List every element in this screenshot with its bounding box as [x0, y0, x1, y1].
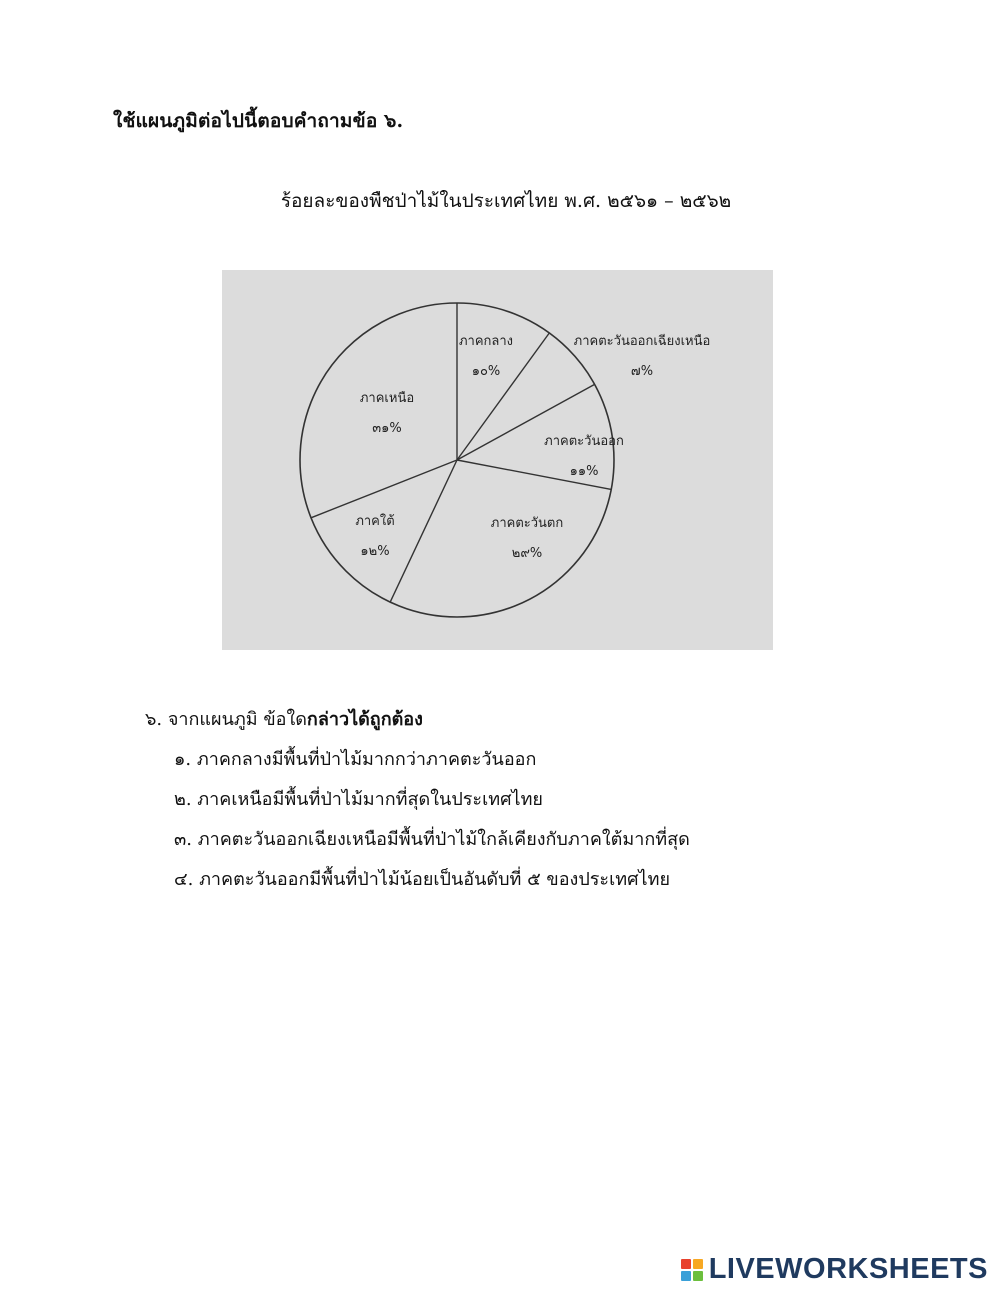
liveworksheets-icon — [681, 1259, 703, 1281]
pie-slice-boundary — [311, 460, 457, 518]
choice-1[interactable]: ๑. ภาคกลางมีพื้นที่ป่าไม้มากกว่าภาคตะวันออก — [174, 749, 537, 770]
pie-slice-boundary — [457, 333, 549, 460]
choice-2[interactable]: ๒. ภาคเหนือมีพื้นที่ป่าไม้มากที่สุดในประเทศไทย — [174, 789, 543, 810]
pie-slice-label: ภาคกลาง — [458, 334, 514, 349]
pie-slice-boundary — [390, 460, 457, 602]
pie-slice-percent: ๒๙% — [511, 546, 543, 561]
pie-chart — [222, 270, 773, 650]
pie-slice-percent: ๗% — [630, 364, 654, 379]
pie-slice-label: ภาคเหนือ — [359, 391, 415, 406]
question-6 — [145, 704, 423, 733]
brand-name: LIVEWORKSHEETS — [708, 1253, 988, 1285]
pie-chart-svg — [222, 270, 773, 650]
liveworksheets-logo — [681, 1253, 988, 1286]
question-prefix: ๖. จากแผนภูมิ ข้อใด — [145, 709, 307, 730]
pie-slice-percent: ๑๐% — [471, 364, 501, 379]
pie-slice-percent: ๓๑% — [372, 421, 402, 436]
pie-slice-label: ภาคตะวันออกเฉียงเหนือ — [573, 334, 711, 349]
question-emphasis: กล่าวได้ถูกต้อง — [306, 709, 423, 730]
instruction-text: ใช้แผนภูมิต่อไปนี้ตอบคำถามข้อ ๖. — [113, 110, 404, 132]
choice-3[interactable]: ๓. ภาคตะวันออกเฉียงเหนือมีพื้นที่ป่าไม้ใกล้เคียงกับภาคใต้มากที่สุด — [174, 829, 690, 850]
pie-slice-percent: ๑๒% — [360, 544, 390, 559]
pie-slice-label: ภาคตะวันออก — [544, 434, 624, 449]
pie-slice-label: ภาคตะวันตก — [490, 516, 564, 531]
choice-4[interactable]: ๔. ภาคตะวันออกมีพื้นที่ป่าไม้น้อยเป็นอันดับที่ ๕ ของประเทศไทย — [174, 869, 671, 890]
pie-slice-label: ภาคใต้ — [355, 514, 395, 529]
chart-title: ร้อยละของพืชป่าไม้ในประเทศไทย พ.ศ. ๒๕๖๑ – ๒๕๖๒ — [280, 190, 732, 212]
pie-slice-percent: ๑๑% — [569, 464, 599, 479]
